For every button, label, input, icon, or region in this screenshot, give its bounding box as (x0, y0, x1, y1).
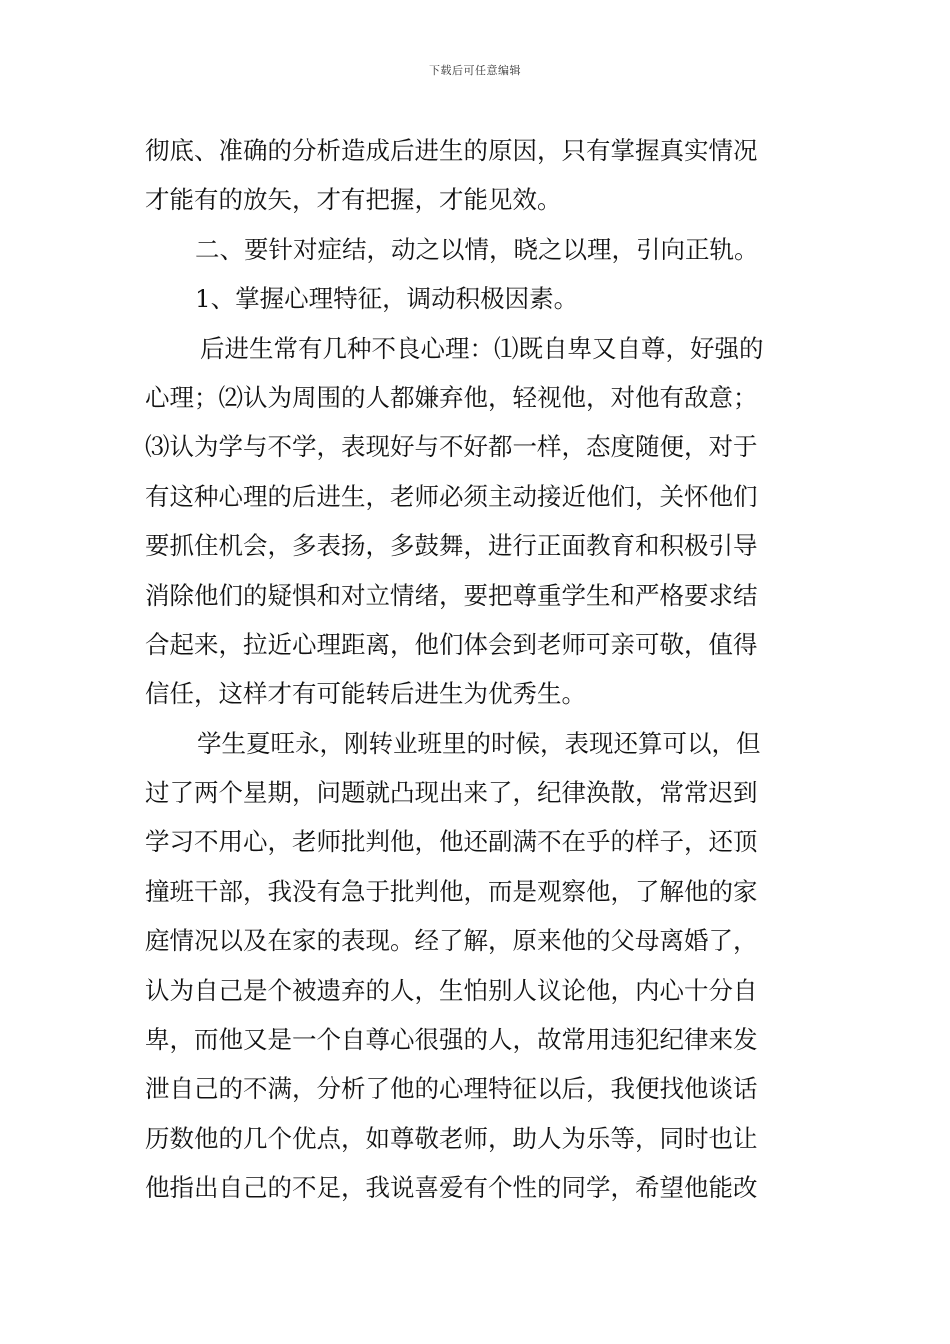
text-line: 消除他们的疑惧和对立情绪，要把尊重学生和严格要求结 (145, 580, 758, 610)
text-line: 有这种心理的后进生，老师必须主动接近他们，关怀他们 (145, 481, 758, 511)
text-line: 彻底、准确的分析造成后进生的原因，只有掌握真实情况 (145, 136, 758, 165)
subsection-heading: 1、掌握心理特征，调动积极因素。 (195, 284, 579, 314)
text-line: 认为自己是个被遗弃的人，生怕别人议论他，内心十分自 (145, 975, 758, 1005)
document-body (145, 126, 805, 1213)
text-line: 庭情况以及在家的表现。经了解，原来他的父母离婚了， (145, 926, 758, 956)
text-line: 撞班干部，我没有急于批判他，而是观察他，了解他的家 (145, 876, 758, 906)
text-line: 学习不用心，老师批判他，他还副满不在乎的样子，还顶 (145, 827, 758, 857)
page-header: 下载后可任意编辑 (429, 64, 521, 77)
text-line: 他指出自己的不足，我说喜爱有个性的同学，希望他能改 (145, 1173, 758, 1203)
text-line: 过了两个星期，问题就凸现出来了，纪律涣散，常常迟到 (145, 778, 758, 808)
text-line: 要抓住机会，多表扬，多鼓舞，进行正面教育和积极引导 (145, 531, 758, 561)
text-line: 泄自己的不满，分析了他的心理特征以后，我便找他谈话 (145, 1074, 758, 1104)
text-line: 学生夏旺永，刚转业班里的时候，表现还算可以，但 (197, 728, 761, 758)
section-heading: 二、要针对症结，动之以情，晓之以理，引向正轨。 (195, 234, 759, 264)
text-line: 历数他的几个优点，如尊敬老师，助人为乐等，同时也让 (145, 1123, 758, 1153)
text-line: 信任，这样才有可能转后进生为优秀生。 (145, 679, 586, 709)
text-line: 后进生常有几种不良心理：⑴既自卑又自尊，好强的 (200, 333, 764, 363)
text-line: 才能有的放矢，才有把握，才能见效。 (145, 185, 562, 215)
text-line: ⑶认为学与不学，表现好与不好都一样，态度随便，对于 (145, 432, 758, 462)
text-line: 卑，而他又是一个自尊心很强的人，故常用违犯纪律来发 (145, 1025, 758, 1055)
text-line: 心理；⑵认为周围的人都嫌弃他，轻视他，对他有敌意； (145, 382, 758, 412)
text-line: 合起来，拉近心理距离，他们体会到老师可亲可敬，值得 (145, 629, 758, 659)
